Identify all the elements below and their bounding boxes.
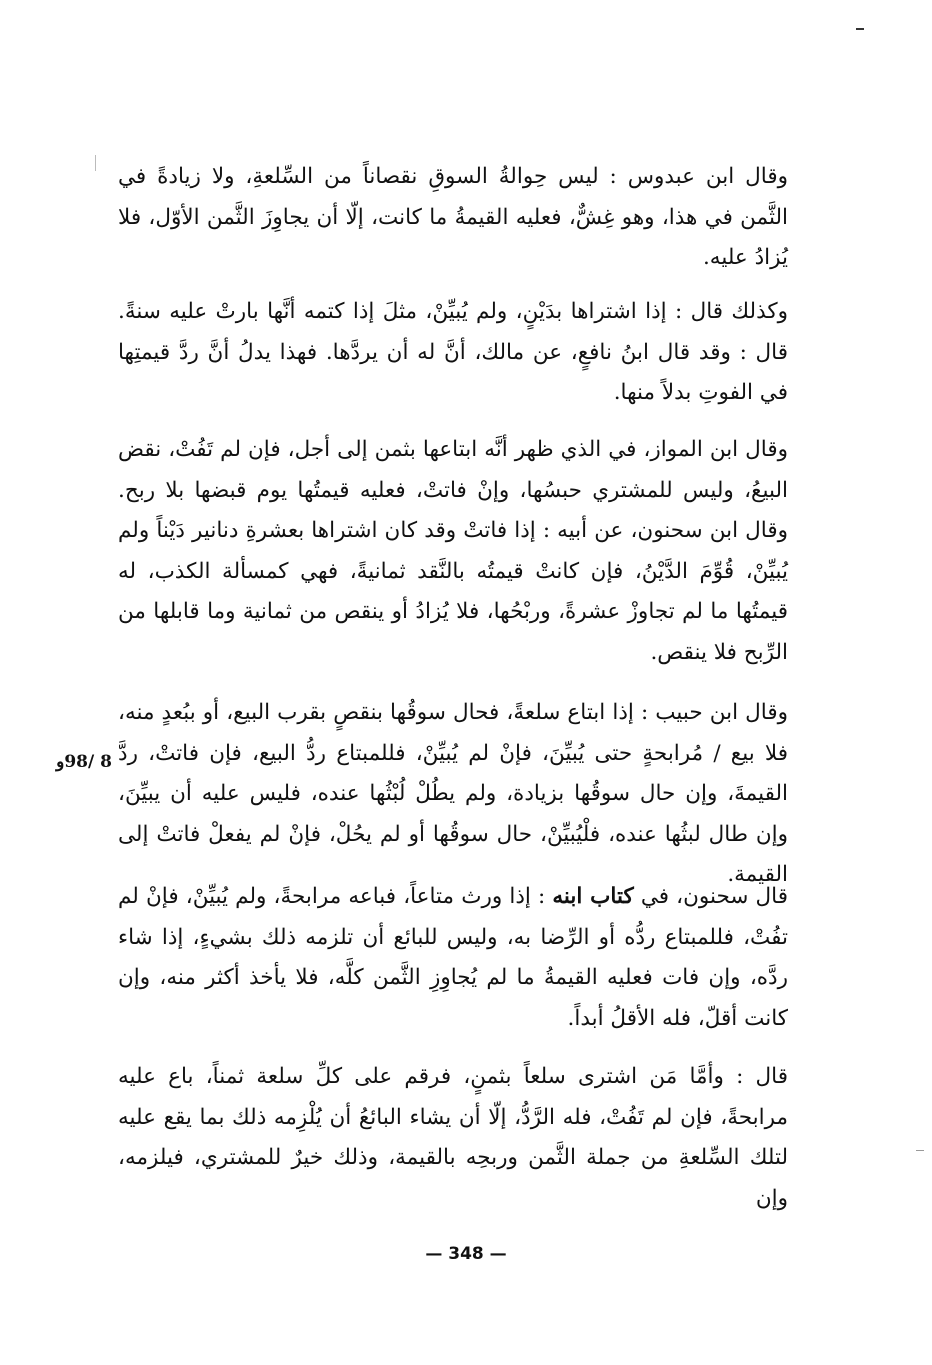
paragraph-5 — [118, 877, 788, 1039]
manuscript-folio-reference: 8 /98و — [56, 752, 112, 772]
scan-mark — [856, 28, 864, 30]
book-title: كتاب ابنه — [552, 884, 634, 909]
paragraph-4: وقال ابن حبيب : إذا ابتاع سلعةً، فحال سوقُها بنقصٍ بقرب البيع، أو ببُعدٍ منه، فلا بيع / مُرابحةٍ حتى يُبيِّنَ، فإنْ لم يُبيِّنْ، فللمبتاع ردُّ البيع، فإن فاتتْ، ردَّ القيمةَ، وإن حال سوقُها بزيادة، ولم يطُلْ لُبْثُها عنده، فليس عليه أن يبيِّنَ، وإن طال لبثُها عنده، فلْيُبيِّنْ، حال سوقُها أو لم يحُلْ، فإنْ لم يفعلْ فاتتْ إلى القيمة. — [118, 700, 788, 887]
paragraph-2: وكذلك قال : إذا اشتراها بدَيْنٍ، ولم يُبيِّنْ، مثلَ إذا كتمه أنَّها بارتْ عليه سنةً. قال : وقد قال ابنُ نافعٍ، عن مالك، أنَّ له أن يردَّها. فهذا يدلُ أنَّ ردَّ قيمتِها في الفوتِ بدلاً منها. — [118, 299, 788, 405]
paragraph-3: وقال ابن المواز، في الذي ظهر أنَّه ابتاعها بثمن إلى أجل، فإن لم تَفُتْ، نقض البيعُ، وليس للمشتري حبسُها، وإنْ فاتتْ، فعليه قيمتُها يوم قبضها بلا ربح. وقال ابن سحنون، عن أبيه : إذا فاتتْ وقد كان اشتراها بعشرةِ دنانير دَيْناً ولم يُبيِّنْ، قُوِّمَ الدَّيْنُ، فإن كانتْ قيمتُه بالنَّقد ثمانيةً، فهي كمسألة الكذب، له قيمتُها ما لم تجاوزْ عشرةً، وربْحُها، فلا يُزادُ أو ينقص من ثمانية وما قابلها من الرِّبح فلا ينقص. — [118, 437, 788, 665]
paragraph-5-suffix: : إذا ورث متاعاً، فباعه مرابحةً، ولم يُبيِّنْ، فإنْ لم تفُتْ، فللمبتاع ردُّه أو الرِّضا به، وليس للبائع أن تلزمه ذلك بشيءٍ، إذا شاء ردَّه، وإن فات فعليه القيمةُ ما لم يُجاوِزِ الثَّمن كلَّه، فلا يأخذ أكثر منه، وإن كانت أقلّ، فله الأقلُ أبداً. — [118, 884, 788, 1031]
page-number: — 348 — — [425, 1244, 507, 1264]
scan-mark — [916, 1150, 924, 1151]
paragraph-5-prefix: قال سحنون، في — [633, 884, 788, 909]
scan-mark — [95, 155, 96, 171]
paragraph-1: وقال ابن عبدوس : ليس حِوالةُ السوقِ نقصاناً من السِّلعةِ، ولا زيادةً في الثَّمن في هذا، وهو غِشٌّ، فعليه القيمةُ ما كانت، إلّا أن يجاوِزَ الثَّمن الأوّل، فلا يُزادُ عليه. — [118, 164, 788, 270]
paragraph-6: قال : وأمَّا مَن اشترى سلعاً بثمنٍ، فرقم على كلِّ سلعة ثمناً، باع عليه مرابحةً، فإن لم تَفُتْ، فله الرَّدُّ، إلّا أن يشاء البائعُ أن يُلْزِمه ذلك بما يقع عليه لتلك السِّلعةِ من جملة الثَّمن وربحِه بالقيمة، وذلك خيرٌ للمشتري، فيلزمه، وإن — [118, 1064, 788, 1211]
